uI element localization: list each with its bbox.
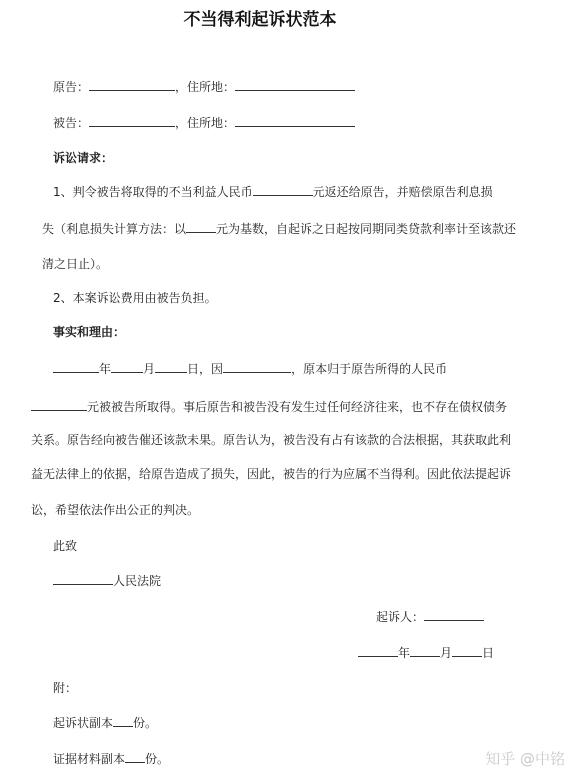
sign-year-label: 年 <box>398 646 411 660</box>
plaintiff-label: 原告： <box>53 80 90 94</box>
claim-2: 2、本案诉讼费用由被告负担。 <box>53 291 217 305</box>
claim1-line2b: 元为基数，自起诉之日起按同期同类贷款利率计至该款还 <box>216 222 517 236</box>
zhihu-watermark: 知乎 @中铭 <box>485 750 565 768</box>
claim1-base-blank[interactable] <box>186 220 216 233</box>
complaint-copies-blank[interactable] <box>113 714 133 727</box>
signer-label: 起诉人： <box>376 610 425 624</box>
facts-line-3: 关系。原告经向被告催还该款未果。原告认为，被告没有占有该款的合法根据，其获取此利 <box>31 433 512 447</box>
salutation: 此致 <box>53 539 78 553</box>
claim-1-line-2 <box>42 220 516 237</box>
facts-amount-blank[interactable] <box>31 398 87 411</box>
facts-day-label: 日 <box>187 362 200 376</box>
complaint-copies-line <box>53 714 157 731</box>
facts-year-blank[interactable] <box>53 360 99 373</box>
attachment-label: 附： <box>53 681 78 695</box>
facts-line-2 <box>31 398 507 415</box>
evidence-copies-unit: 份。 <box>145 752 170 766</box>
sign-day-label: 日 <box>482 646 495 660</box>
claim-1-line-3: 清之日止）。 <box>42 257 109 271</box>
facts-line-1 <box>53 360 447 377</box>
complaint-copies-unit: 份。 <box>133 716 158 730</box>
facts-line-5: 讼，希望依法作出公正的判决。 <box>31 503 200 517</box>
defendant-name-blank[interactable] <box>89 114 175 127</box>
evidence-copies-label: 证据材料副本 <box>53 752 126 766</box>
signature-date-line <box>358 644 494 661</box>
facts-month-blank[interactable] <box>111 360 143 373</box>
complaint-copies-label: 起诉状副本 <box>53 716 114 730</box>
evidence-copies-line <box>53 750 169 767</box>
facts-line2-text: 元被被告所取得。事后原告和被告没有发生过任何经济往来，也不存在债权债务 <box>87 400 508 414</box>
signer-line <box>376 608 484 625</box>
facts-because: ，因 <box>199 362 224 376</box>
facts-line1-end: ，原本归于原告所得的人民币 <box>291 362 448 376</box>
defendant-label: 被告： <box>53 116 90 130</box>
plaintiff-address-blank[interactable] <box>235 78 355 91</box>
signer-blank[interactable] <box>424 608 484 621</box>
facts-heading: 事实和理由： <box>53 325 126 339</box>
sign-year-blank[interactable] <box>358 644 398 657</box>
claim1-line2a: 失（利息损失计算方法：以 <box>42 222 187 236</box>
facts-year-label: 年 <box>99 362 112 376</box>
claim1-prefix: 1、判令被告将取得的不当利益人民币 <box>53 185 253 199</box>
defendant-address-blank[interactable] <box>235 114 355 127</box>
facts-month-label: 月 <box>143 362 156 376</box>
plaintiff-line <box>53 78 355 95</box>
claims-heading: 诉讼请求： <box>53 151 114 165</box>
claim-1-line-1 <box>53 183 493 200</box>
document-title: 不当得利起诉状范本 <box>183 10 337 30</box>
court-line <box>53 572 161 589</box>
sign-day-blank[interactable] <box>452 644 482 657</box>
claim1-amount-blank[interactable] <box>253 183 313 196</box>
sign-month-blank[interactable] <box>410 644 440 657</box>
defendant-line <box>53 114 355 131</box>
facts-reason-blank[interactable] <box>223 360 291 373</box>
court-name-blank[interactable] <box>53 572 113 585</box>
facts-line-4: 益无法律上的依据，给原告造成了损失，因此，被告的行为应属不当得利。因此依法提起诉 <box>31 467 512 481</box>
court-label: 人民法院 <box>113 574 162 588</box>
evidence-copies-blank[interactable] <box>125 750 145 763</box>
sign-month-label: 月 <box>440 646 453 660</box>
defendant-address-label: ，住所地： <box>175 116 236 130</box>
plaintiff-address-label: ，住所地： <box>175 80 236 94</box>
claim1-suffix: 元返还给原告，并赔偿原告利息损 <box>312 185 493 199</box>
plaintiff-name-blank[interactable] <box>89 78 175 91</box>
facts-day-blank[interactable] <box>155 360 187 373</box>
